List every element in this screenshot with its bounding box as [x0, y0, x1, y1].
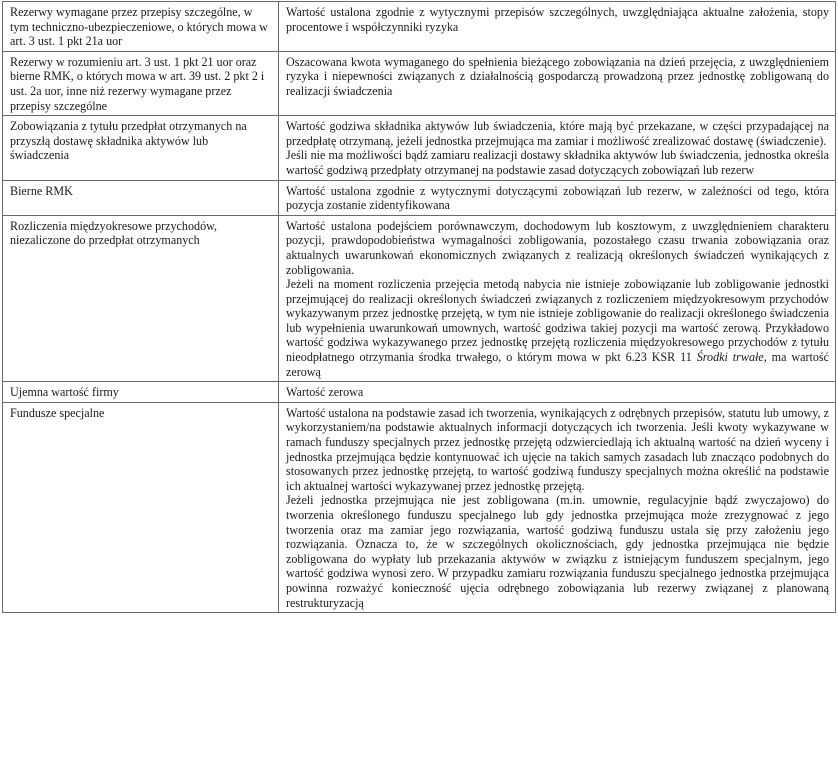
valuation-paragraph: Wartość ustalona na podstawie zasad ich tworzenia, wynikających z odrębnych przepisów, statutu lub umowy, z wykorzystaniem/na podstawie aktualnych informacji dotyczących ich tworzenia. Jeśli kwoty wykazywane w ramach funduszy specjalnych przez jednostkę przejętą odzwierciedlają ich aktualną wartość na dzień wyceny i jednostka przejmująca będzie kontynuować ich ujęcie na takich samych zasadach lub znacząco podobnych do stosowanych przez jednostkę przejętą, to wartość godziwą funduszy specjalnych można określić na podstawie ich aktualnej wartości wykazywanej przez jednostkę przejętą.	[286, 405, 829, 493]
item-cell: Zobowiązania z tytułu przedpłat otrzymanych na przyszłą dostawę składnika aktywów lub świadczenia	[3, 116, 279, 180]
valuation-paragraph: Wartość ustalona zgodnie z wytycznymi dotyczącymi zobowiązań lub rezerw, w zależności od tego, która pozycja zostanie zidentyfikowana	[286, 183, 829, 213]
table-row	[3, 215, 836, 382]
item-cell: Fundusze specjalne	[3, 402, 279, 612]
table-row	[3, 2, 836, 52]
valuation-paragraph: Wartość ustalona zgodnie z wytycznymi przepisów szczególnych, uwzględniająca aktualne założenia, stopy procentowe i współczynniki ryzyka	[286, 5, 829, 34]
valuation-paragraph: Wartość godziwa składnika aktywów lub świadczenia, które mają być przekazane, w części przypadającej na przedpłatę otrzymaną, jeżeli jednostka przejmująca ma zamiar i możliwość zrealizować dostawę (świadczenie).	[286, 119, 829, 148]
valuation-table	[2, 1, 836, 613]
table-row	[3, 382, 836, 403]
valuation-paragraph: Wartość ustalona podejściem porównawczym, dochodowym lub kosztowym, z uwzględnieniem charakteru pozycji, prawdopodobieństwa wymagalności zobligowania, pozostałego czasu trwania zobowiązania oraz aktualnych uwarunkowań ekonomicznych związanych z realizacją określonych świadczeń wynikających z zobligowania.	[286, 218, 829, 277]
valuation-cell	[279, 116, 836, 180]
valuation-paragraph: Wartość zerowa	[286, 385, 364, 400]
valuation-cell	[279, 2, 836, 52]
item-cell: Rozliczenia międzyokresowe przychodów, niezaliczone do przedpłat otrzymanych	[3, 215, 279, 382]
valuation-cell	[279, 215, 836, 382]
standard-reference: Środki trwałe	[696, 350, 764, 365]
paragraph-tail: , ma wartość zerową	[286, 350, 829, 379]
valuation-cell	[279, 180, 836, 215]
valuation-paragraph	[286, 277, 829, 379]
table-row	[3, 116, 836, 180]
valuation-cell	[279, 51, 836, 115]
paragraph-text: Jeżeli na moment rozliczenia przejęcia metodą nabycia nie istnieje zobowiązanie lub zobligowanie jednostki przejmującej do realizacji określonych świadczeń związanych z rozliczeniem międzyokresowym przychodów wykazywanym przez jednostkę przejętą, w tym nie istnieje zobligowanie do realizacji określonego świadczenia lub wypełnienia uwarunkowań umownych, wartość godziwa takiej pozycji ma wartość zerową. Przykładowo wartość godziwa wykazywanego przez jednostkę przejętą rozliczenia międzyokresowego przychodów z tytułu nieodpłatnego otrzymania środka trwałego, o którym mowa w pkt 6.23 KSR 11	[286, 277, 829, 365]
valuation-paragraph: Jeśli nie ma możliwości bądź zamiaru realizacji dostawy składnika aktywów lub świadczenia, jednostka określa wartość godziwą przedpłaty otrzymanej na podstawie zasad dotyczących zobowiązań lub rezerw	[286, 148, 829, 177]
valuation-cell	[279, 402, 836, 612]
item-cell: Bierne RMK	[3, 180, 279, 215]
valuation-paragraph: Oszacowana kwota wymaganego do spełnienia bieżącego zobowiązania na dzień przejęcia, z uwzględnieniem ryzyka i niepewności związanych z działalnością gospodarczą prowadzoną przez jednostkę zobligowaną do realizacji świadczenia	[286, 54, 829, 98]
table-row	[3, 51, 836, 115]
valuation-cell	[279, 382, 836, 403]
table-row	[3, 402, 836, 612]
item-cell: Rezerwy w rozumieniu art. 3 ust. 1 pkt 21 uor oraz bierne RMK, o których mowa w art. 39 ust. 2 pkt 2 i ust. 2a uor, inne niż rezerwy wymagane przez przepisy szczególne	[3, 51, 279, 115]
table-row	[3, 180, 836, 215]
valuation-paragraph: Jeżeli jednostka przejmująca nie jest zobligowana (m.in. umownie, regulacyjnie bądź zwyczajowo) do tworzenia określonego funduszu specjalnego lub gdy jednostka przejmująca może zrezygnować z jego tworzenia oraz ma zamiar jego rozwiązania, wartość godziwą funduszu ustala się przy założeniu jego rozwiązania. Oznacza to, że w szczególnych okolicznościach, gdy jednostka przejmująca nie będzie zobligowana do wypłaty lub przekazania aktywów w związku z istniejącym funduszem specjalnym, jego wartość godziwa wynosi zero. W przypadku zamiaru rozwiązania funduszu specjalnego jednostka przejmująca powinna rozważyć konieczność ujęcia odrębnego zobowiązania lub rezerwy związanej z planowaną restrukturyzacją	[286, 493, 829, 610]
item-cell: Rezerwy wymagane przez przepisy szczególne, w tym techniczno-ubezpieczeniowe, o których mowa w art. 3 ust. 1 pkt 21a uor	[3, 2, 279, 52]
item-cell: Ujemna wartość firmy	[3, 382, 279, 403]
